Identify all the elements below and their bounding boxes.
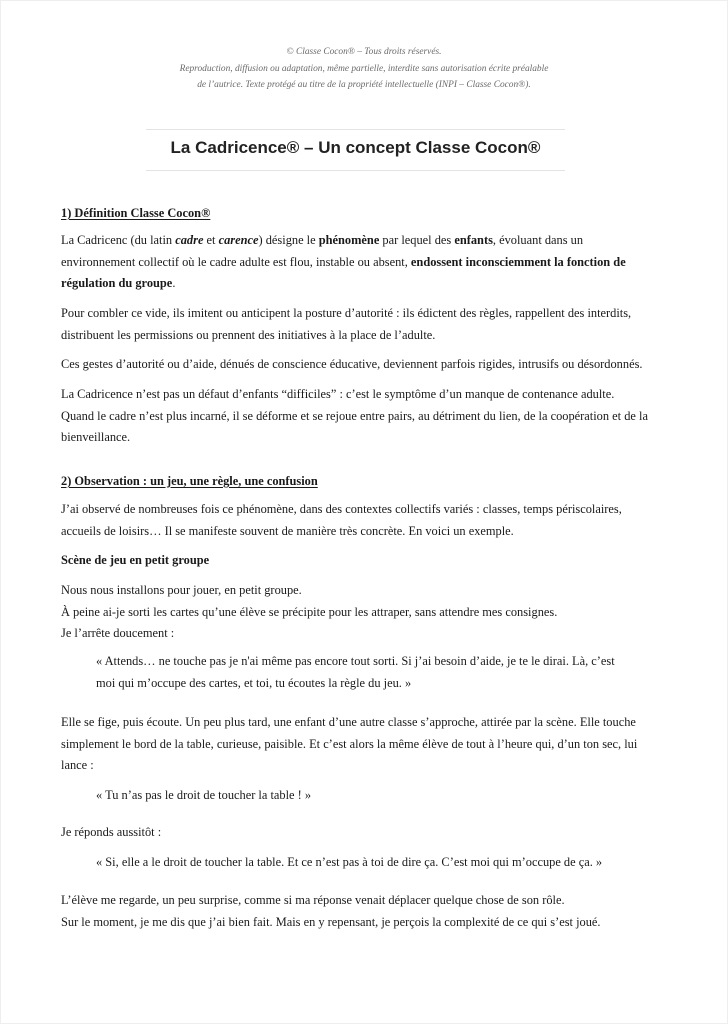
section-heading: 2) Observation : un jeu, une règle, une confusion — [61, 474, 318, 488]
emphasis: carence — [218, 233, 259, 247]
text-line: Pour combler ce vide, ils imitent ou anticipent la posture d’autorité : ils édictent des règles, rappellent des interdits, — [61, 306, 632, 320]
text-line: « Attends… ne touche pas je n'ai même pas encore tout sorti. Si j’ai besoin d’aide, je te le dirai. Là, c’est — [96, 654, 615, 668]
emphasis: cadre — [175, 233, 204, 247]
text-line: Je réponds aussitôt : — [61, 825, 162, 839]
text-line: L’élève me regarde, un peu surprise, comme si ma réponse venait déplacer quelque chose de son rôle. — [61, 893, 565, 907]
text-line: distribuent les permissions ou prennent des initiatives à la place de l’adulte. — [61, 327, 436, 342]
text-span: environnement collectif où le cadre adulte est flou, instable ou absent, — [61, 254, 411, 269]
text-line: Je l’arrête doucement : — [61, 626, 175, 640]
text-line: « Tu n’as pas le droit de toucher la table ! » — [96, 788, 312, 802]
paragraph — [61, 890, 661, 933]
copyright-line: Reproduction, diffusion ou adaptation, même partielle, interdite sans autorisation écrite préalable — [179, 63, 549, 74]
quote — [96, 785, 666, 807]
text-line: Elle se fige, puis écoute. Un peu plus tard, une enfant d’une autre classe s’approche, attirée par la scène. Elle touche — [61, 715, 636, 729]
text-span: , évoluant dans un — [492, 233, 584, 247]
scene-subheading: Scène de jeu en petit groupe — [61, 553, 210, 567]
emphasis: phénomène — [318, 233, 380, 247]
text-line: lance : — [61, 758, 94, 772]
paragraph — [61, 303, 661, 346]
emphasis: endossent inconsciemment la fonction de — [410, 254, 626, 269]
text-span: par lequel des — [379, 233, 455, 247]
paragraph — [61, 822, 661, 844]
text-line: Quand le cadre n’est plus incarné, il se déforme et se rejoue entre pairs, au détriment du lien, de la coopération et de la — [61, 408, 648, 423]
paragraph — [61, 580, 661, 645]
copyright-line: de l’autrice. Texte protégé au titre de la propriété intellectuelle (INPI – Classe Cocon®). — [197, 80, 531, 90]
title-box — [146, 129, 565, 171]
paragraph — [61, 499, 661, 542]
copyright-line: © Classe Cocon® – Tous droits réservés. — [286, 47, 442, 57]
section-heading: 1) Définition Classe Cocon® — [61, 206, 211, 220]
text-line: J’ai observé de nombreuses fois ce phénomène, dans des contextes collectifs variés : classes, temps périscolaires, — [61, 502, 622, 516]
text-line: moi qui m’occupe des cartes, et toi, tu écoutes la règle du jeu. » — [96, 675, 412, 690]
text-line — [61, 230, 661, 252]
text-line: simplement le bord de la table, curieuse, paisible. Et c’est alors la même élève de tout à l’heure qui, d’un ton sec, lui — [61, 736, 638, 751]
paragraph — [61, 230, 661, 295]
text-span: ) désigne le — [258, 233, 319, 247]
emphasis: enfants — [454, 233, 493, 247]
paragraph — [61, 712, 661, 777]
text-span: La Cadricenc (du latin — [61, 233, 176, 247]
text-line: Ces gestes d’autorité ou d’aide, dénués de conscience éducative, deviennent parfois rigides, intrusifs ou désordonnés. — [61, 357, 643, 371]
text-span: . — [172, 276, 176, 290]
text-span: et — [203, 233, 219, 247]
text-line: À peine ai-je sorti les cartes qu’une élève se précipite pour les attraper, sans attendre mes consignes. — [61, 604, 558, 619]
text-line: Nous nous installons pour jouer, en petit groupe. — [61, 583, 302, 597]
text-line: « Si, elle a le droit de toucher la table. Et ce n’est pas à toi de dire ça. C’est moi qui m’occupe de ça. » — [96, 855, 603, 869]
emphasis: régulation du groupe — [61, 276, 173, 290]
text-line: bienveillance. — [61, 430, 131, 444]
document-title: La Cadricence® – Un concept Classe Cocon® — [170, 138, 541, 157]
text-line: accueils de loisirs… Il se manifeste souvent de manière très concrète. En voici un exemple. — [61, 523, 514, 538]
text-line: La Cadricence n’est pas un défaut d’enfants “difficiles” : c’est le symptôme d’un manque de contenance adulte. — [61, 387, 615, 401]
paragraph — [61, 354, 661, 376]
copyright-notice — [0, 44, 728, 94]
text-line — [61, 273, 661, 295]
quote — [96, 852, 666, 874]
text-line — [61, 252, 661, 274]
paragraph — [61, 384, 661, 449]
quote — [96, 651, 666, 694]
text-line: Sur le moment, je me dis que j’ai bien fait. Mais en y repensant, je perçois la complexité de ce qui s’est joué. — [61, 914, 601, 929]
